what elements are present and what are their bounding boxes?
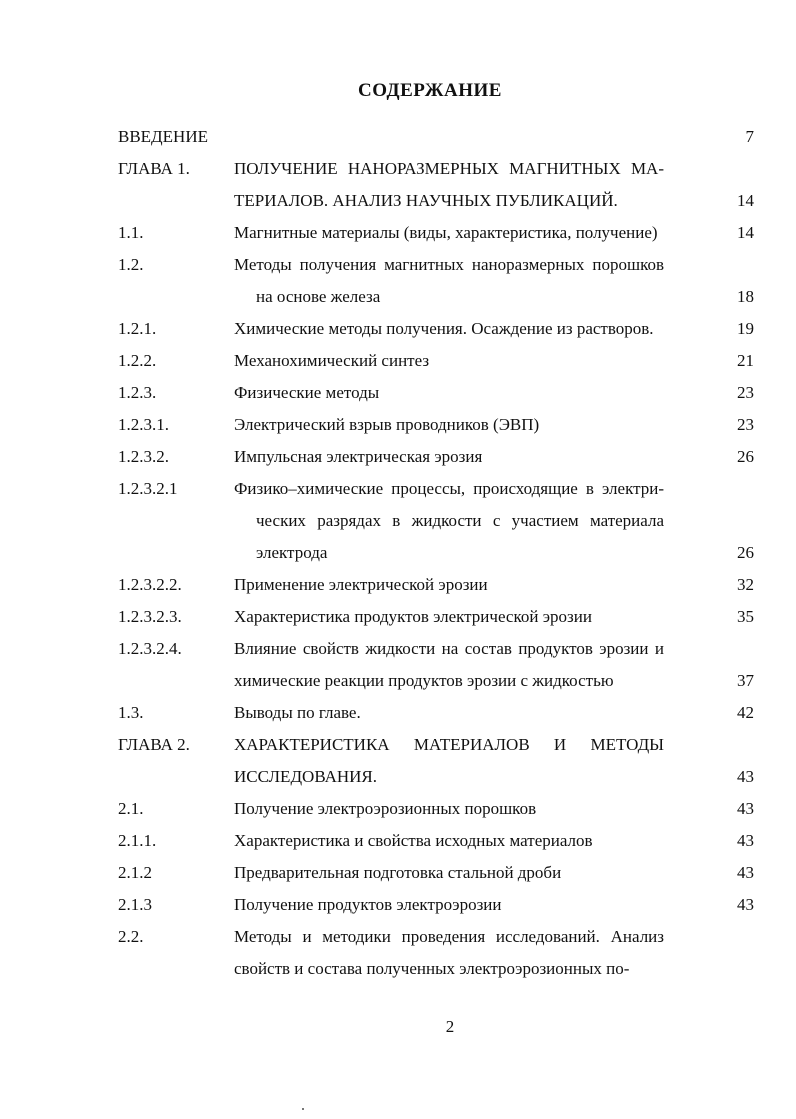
toc-entry bbox=[118, 217, 754, 249]
toc-entry bbox=[118, 633, 754, 697]
toc-entry-text: Применение электрической эрозии bbox=[234, 575, 488, 594]
toc-entry-text: Импульсная электрическая эрозия bbox=[234, 447, 483, 466]
toc-entry bbox=[118, 441, 754, 473]
toc-page-number: 43 bbox=[737, 863, 754, 882]
toc-entry-number: 2.1.3 bbox=[118, 895, 152, 914]
toc-entry-text: Характеристика продуктов электрической эрозии bbox=[234, 607, 592, 626]
toc-page-number: 43 bbox=[737, 831, 754, 850]
toc-entry-text: Электрический взрыв проводников (ЭВП) bbox=[234, 415, 540, 434]
toc-page-number: 19 bbox=[737, 319, 754, 338]
toc-line bbox=[118, 665, 754, 697]
toc-entry-number: 1.2.1. bbox=[118, 319, 157, 338]
toc-entry-text: Получение продуктов электроэрозии bbox=[234, 895, 502, 914]
toc-entry-number: 1.2.3.1. bbox=[118, 415, 169, 434]
toc-line bbox=[118, 249, 754, 281]
toc-line bbox=[118, 921, 754, 953]
toc-line bbox=[118, 473, 754, 505]
toc-entry-text: Предварительная подготовка стальной дроби bbox=[234, 863, 562, 882]
toc-line bbox=[118, 281, 754, 313]
toc-entry-number: ГЛАВА 2. bbox=[118, 735, 190, 754]
toc-entry-text: свойств и состава полученных электроэрозионных по- bbox=[234, 959, 630, 978]
toc-entry bbox=[118, 921, 754, 985]
toc-line bbox=[118, 825, 754, 857]
toc-line bbox=[118, 953, 754, 985]
toc-entry-number: 1.2.3.2.1 bbox=[118, 479, 178, 498]
toc-page-number: 18 bbox=[737, 287, 754, 306]
toc-line bbox=[118, 793, 754, 825]
toc-line bbox=[118, 633, 754, 665]
toc-page-number: 42 bbox=[737, 703, 754, 722]
toc-page-number: 14 bbox=[737, 223, 754, 242]
toc-entry-text: Влияние свойств жидкости на состав продуктов эрозии и bbox=[234, 639, 664, 658]
toc-entry-text: Физические методы bbox=[234, 383, 380, 402]
toc-entry bbox=[118, 857, 754, 889]
toc-page-number: 26 bbox=[737, 447, 754, 466]
toc-line bbox=[118, 729, 754, 761]
toc-entry-text: Характеристика и свойства исходных материалов bbox=[234, 831, 593, 850]
toc-page-number: 21 bbox=[737, 351, 754, 370]
toc-entry-number: 1.2.2. bbox=[118, 351, 157, 370]
toc-entry bbox=[118, 697, 754, 729]
toc-entry-number: 2.1.2 bbox=[118, 863, 152, 882]
toc-line bbox=[118, 441, 754, 473]
toc-entry-number: 1.2.3.2.2. bbox=[118, 575, 182, 594]
toc-entry bbox=[118, 409, 754, 441]
page-title: СОДЕРЖАНИЕ bbox=[358, 80, 502, 101]
toc-entry-text: Физико–химические процессы, происходящие в электри- bbox=[234, 479, 664, 498]
toc-page-number: 37 bbox=[737, 671, 754, 690]
toc-entry-text: на основе железа bbox=[256, 287, 381, 306]
toc-entry-number: 1.2.3.2.3. bbox=[118, 607, 182, 626]
toc-entry-text: ПОЛУЧЕНИЕ НАНОРАЗМЕРНЫХ МАГНИТНЫХ МА- bbox=[234, 159, 664, 178]
toc-line bbox=[118, 761, 754, 793]
toc-line bbox=[118, 601, 754, 633]
toc-line bbox=[118, 409, 754, 441]
toc-line bbox=[118, 857, 754, 889]
toc-line bbox=[118, 121, 754, 153]
toc-entry-number: 2.1. bbox=[118, 799, 144, 818]
toc-line bbox=[118, 569, 754, 601]
toc-line bbox=[118, 345, 754, 377]
toc-page-number: 32 bbox=[737, 575, 754, 594]
toc-entry-number: 1.2.3.2. bbox=[118, 447, 169, 466]
toc-entry-number: 1.1. bbox=[118, 223, 144, 242]
page-number: 2 bbox=[445, 1017, 455, 1036]
toc-entry-text: Методы получения магнитных наноразмерных порошков bbox=[234, 255, 664, 274]
toc-entry-number: ВВЕДЕНИЕ bbox=[118, 127, 208, 146]
toc-page-number: 23 bbox=[737, 383, 754, 402]
toc-line bbox=[118, 313, 754, 345]
toc-entry bbox=[118, 121, 754, 153]
toc-entry bbox=[118, 345, 754, 377]
table-of-contents bbox=[118, 121, 754, 985]
toc-page-number: 14 bbox=[737, 191, 754, 210]
toc-line bbox=[118, 185, 754, 217]
toc-page-number: 26 bbox=[737, 543, 754, 562]
toc-entry-text: ХАРАКТЕРИСТИКА МАТЕРИАЛОВ И МЕТОДЫ bbox=[234, 735, 664, 754]
toc-entry-text: Химические методы получения. Осаждение из растворов. bbox=[234, 319, 654, 338]
toc-entry bbox=[118, 601, 754, 633]
toc-page-number: 7 bbox=[745, 127, 754, 146]
toc-page-number: 43 bbox=[737, 799, 754, 818]
toc-entry bbox=[118, 473, 754, 569]
toc-line bbox=[118, 505, 754, 537]
toc-entry bbox=[118, 313, 754, 345]
toc-page-number: 43 bbox=[737, 767, 754, 786]
toc-entry bbox=[118, 729, 754, 793]
toc-entry bbox=[118, 793, 754, 825]
toc-entry bbox=[118, 825, 754, 857]
toc-entry bbox=[118, 569, 754, 601]
toc-entry-text: химические реакции продуктов эрозии с жидкостью bbox=[234, 671, 614, 690]
toc-entry-text: ческих разрядах в жидкости с участием материала bbox=[256, 511, 664, 530]
toc-entry bbox=[118, 153, 754, 217]
toc-entry-number: 2.2. bbox=[118, 927, 144, 946]
toc-line bbox=[118, 889, 754, 921]
toc-entry-text: ТЕРИАЛОВ. АНАЛИЗ НАУЧНЫХ ПУБЛИКАЦИЙ. bbox=[234, 191, 618, 210]
toc-page-number: 43 bbox=[737, 895, 754, 914]
toc-entry-number: 1.2.3.2.4. bbox=[118, 639, 182, 658]
toc-line bbox=[118, 697, 754, 729]
toc-page-number: 23 bbox=[737, 415, 754, 434]
toc-entry-text: электрода bbox=[256, 543, 328, 562]
toc-entry bbox=[118, 889, 754, 921]
toc-line bbox=[118, 153, 754, 185]
toc-entry-text: Выводы по главе. bbox=[234, 703, 361, 722]
toc-page-number: 35 bbox=[737, 607, 754, 626]
toc-entry-number: 1.2.3. bbox=[118, 383, 157, 402]
toc-entry-number: 1.3. bbox=[118, 703, 144, 722]
toc-entry-text: Механохимический синтез bbox=[234, 351, 430, 370]
toc-entry-number: ГЛАВА 1. bbox=[118, 159, 190, 178]
toc-entry-text: Методы и методики проведения исследований. Анализ bbox=[234, 927, 664, 946]
toc-entry bbox=[118, 377, 754, 409]
toc-line bbox=[118, 537, 754, 569]
toc-entry-number: 1.2. bbox=[118, 255, 144, 274]
scan-speck bbox=[302, 1108, 304, 1110]
toc-entry-text: ИССЛЕДОВАНИЯ. bbox=[234, 767, 378, 786]
toc-line bbox=[118, 377, 754, 409]
toc-entry-number: 2.1.1. bbox=[118, 831, 157, 850]
toc-entry-text: Получение электроэрозионных порошков bbox=[234, 799, 537, 818]
toc-entry-text: Магнитные материалы (виды, характеристика, получение) bbox=[234, 223, 658, 242]
toc-entry bbox=[118, 249, 754, 313]
toc-line bbox=[118, 217, 754, 249]
